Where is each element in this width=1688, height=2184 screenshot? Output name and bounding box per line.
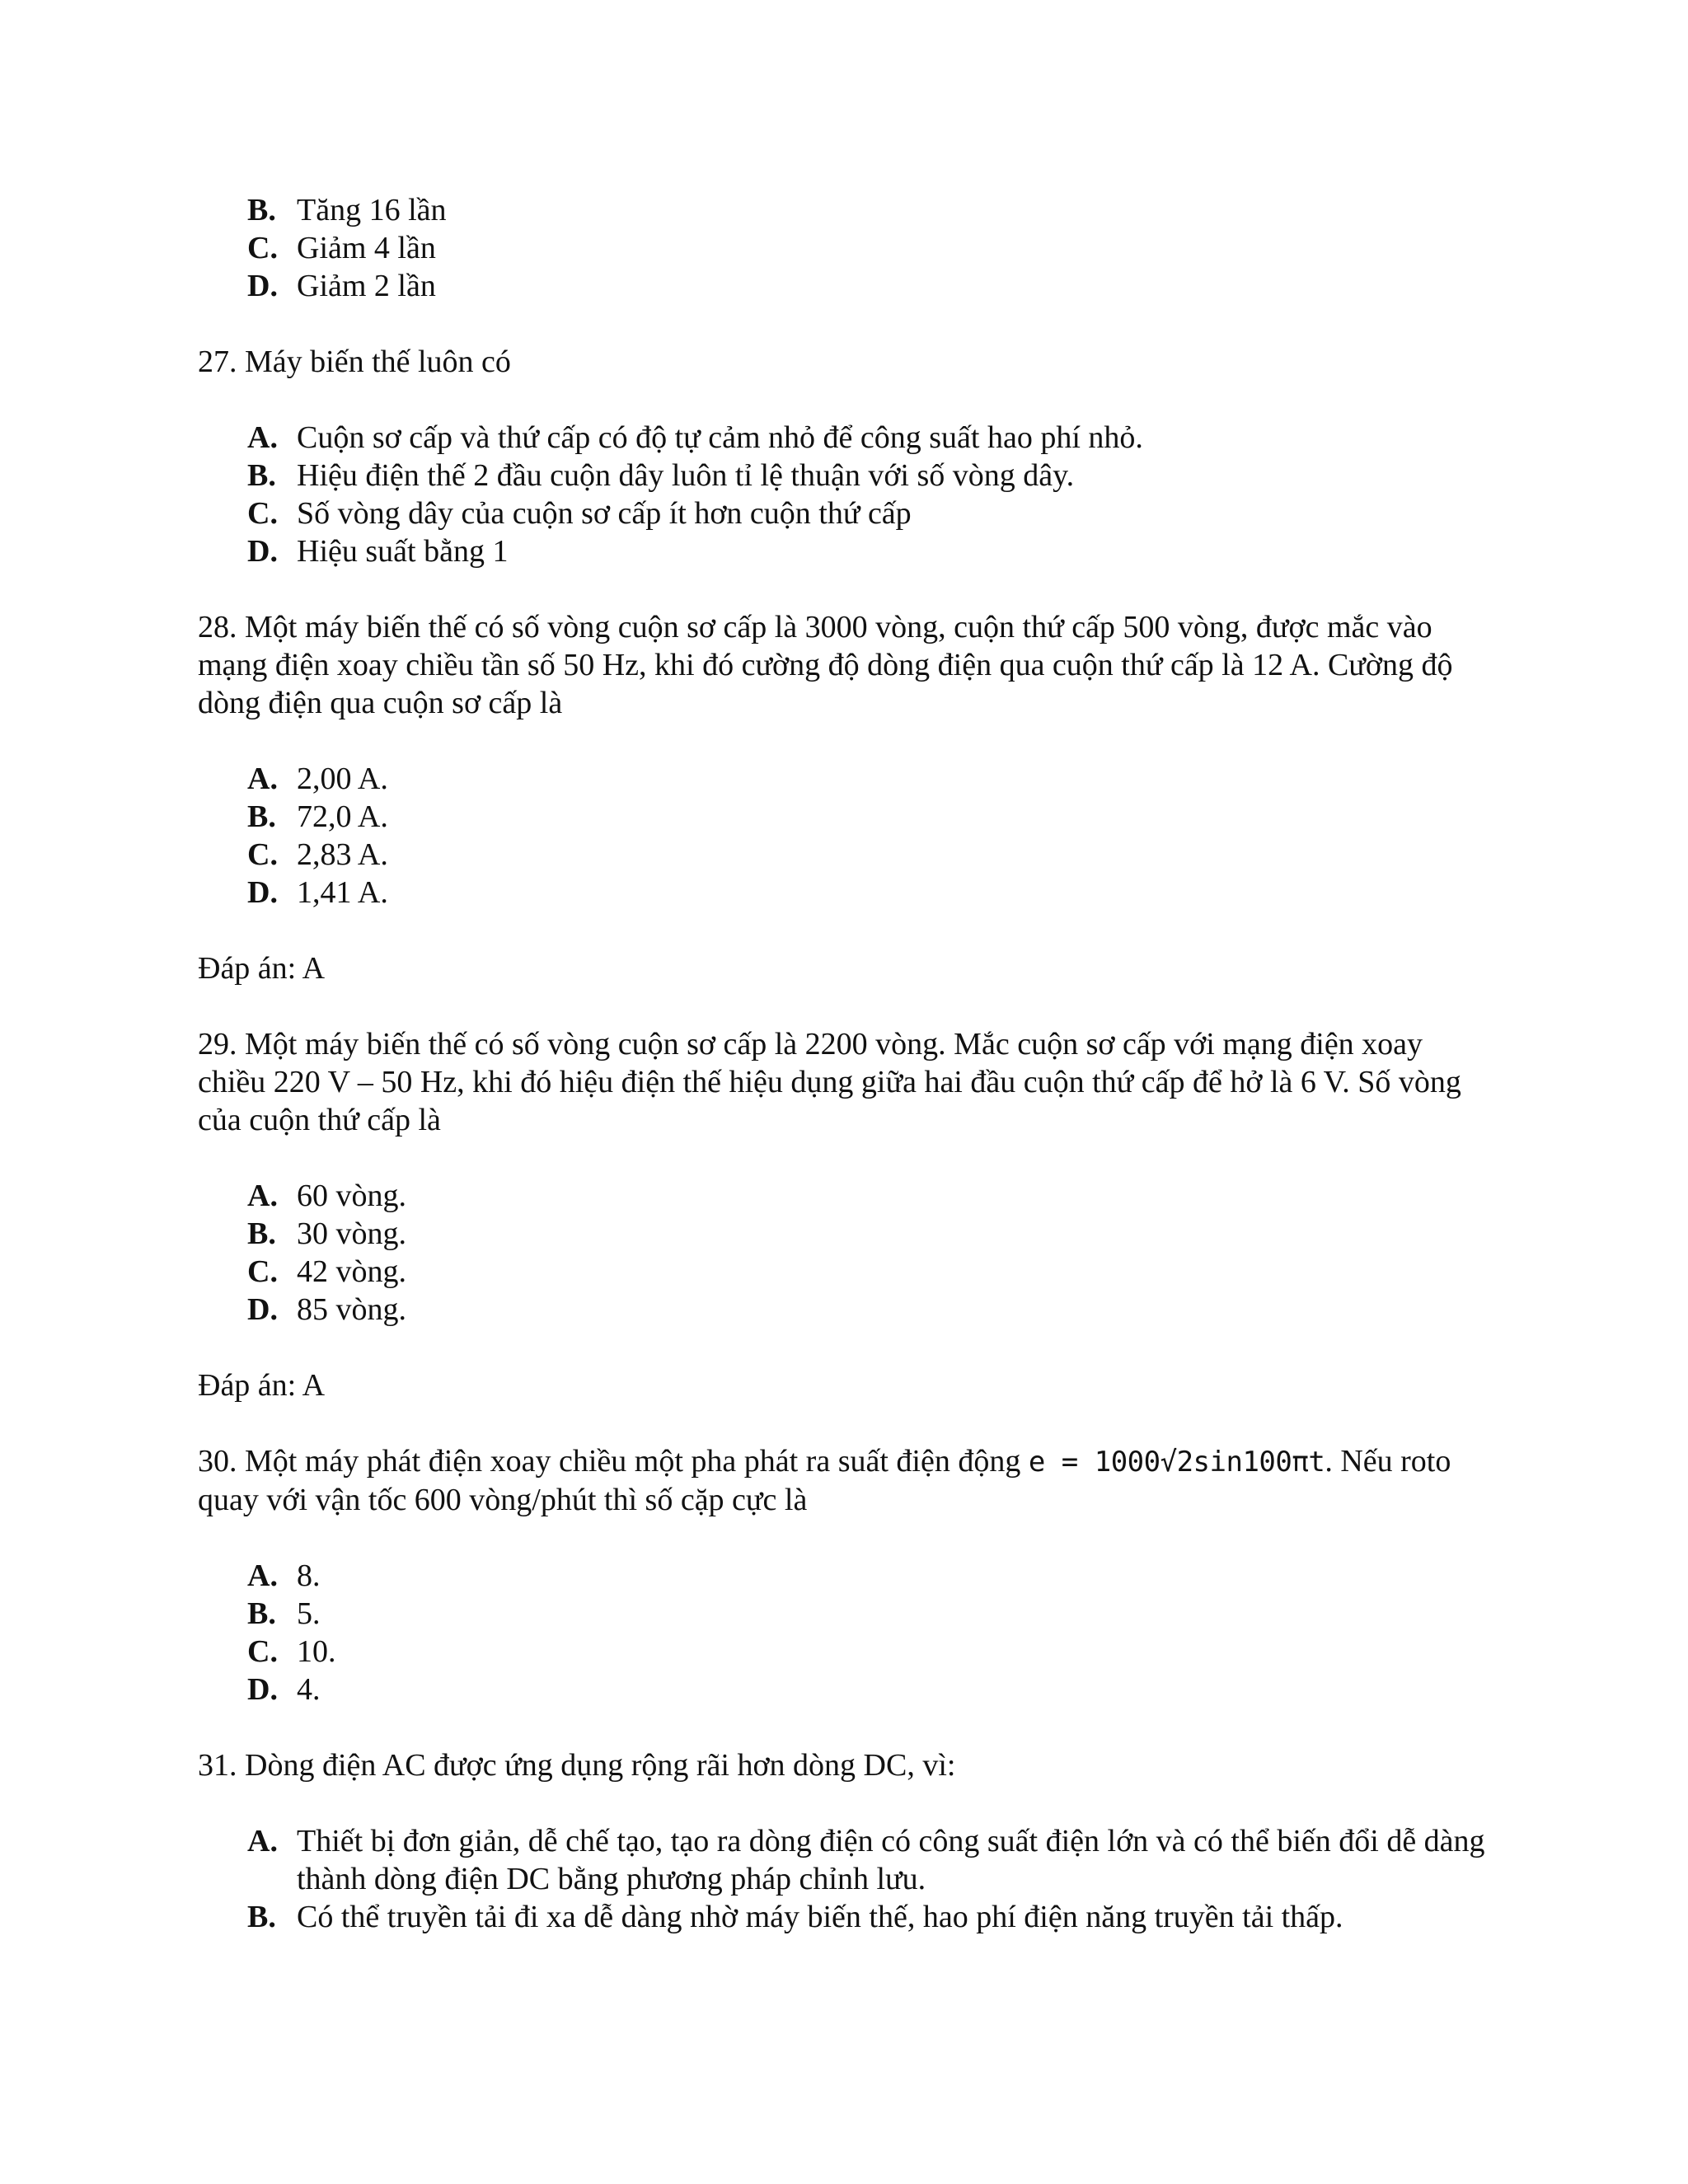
- option-a: [198, 1177, 1492, 1215]
- option-text: 2,83 A.: [297, 837, 388, 872]
- option-text: Cuộn sơ cấp và thứ cấp có độ tự cảm nhỏ để công suất hao phí nhỏ.: [297, 420, 1143, 455]
- option-c: [198, 494, 1492, 532]
- option-letter: C.: [247, 496, 278, 531]
- option-letter: C.: [247, 1254, 278, 1289]
- option-letter: B.: [247, 458, 276, 493]
- option-b: [198, 1595, 1492, 1633]
- option-d: [198, 267, 1492, 305]
- option-letter: B.: [247, 799, 276, 834]
- option-text: Có thể truyền tải đi xa dễ dàng nhờ máy biến thế, hao phí điện năng truyền tải thấp.: [297, 1900, 1343, 1934]
- document-page: [198, 191, 1492, 1974]
- question-27-options: [198, 419, 1492, 570]
- option-text: 42 vòng.: [297, 1254, 406, 1289]
- question-29: 29. Một máy biến thế có số vòng cuộn sơ cấp là 2200 vòng. Mắc cuộn sơ cấp với mạng điện xoay chiều 220 V – 50 Hz, khi đó hiệu điện thế hiệu dụng giữa hai đầu cuộn thứ cấp để hở là 6 V. Số vòng của cuộn thứ cấp là: [198, 1027, 1461, 1137]
- option-text: 30 vòng.: [297, 1216, 406, 1251]
- option-letter: D.: [247, 534, 278, 569]
- question-28-options: [198, 760, 1492, 912]
- question-31: 31. Dòng điện AC được ứng dụng rộng rãi hơn dòng DC, vì:: [198, 1748, 956, 1783]
- option-a: [198, 760, 1492, 798]
- option-text: Tăng 16 lần: [297, 193, 447, 227]
- option-letter: C.: [247, 1634, 278, 1669]
- option-b: [198, 1898, 1492, 1936]
- option-b: [198, 457, 1492, 494]
- option-text: 72,0 A.: [297, 799, 388, 834]
- option-b: [198, 798, 1492, 836]
- option-letter: D.: [247, 269, 278, 303]
- option-c: [198, 1633, 1492, 1671]
- option-letter: D.: [247, 1672, 278, 1707]
- question-28: 28. Một máy biến thế có số vòng cuộn sơ cấp là 3000 vòng, cuộn thứ cấp 500 vòng, được mắc vào mạng điện xoay chiều tần số 50 Hz, khi đó cường độ dòng điện qua cuộn thứ cấp là 12 A. Cường độ dòng điện qua cuộn sơ cấp là: [198, 610, 1453, 720]
- option-text: Thiết bị đơn giản, dễ chế tạo, tạo ra dòng điện có công suất điện lớn và có thể biến đổi dễ dàng thành dòng điện DC bằng phương pháp chỉnh lưu.: [297, 1824, 1485, 1896]
- option-letter: A.: [247, 1558, 278, 1593]
- question-30-text-start: 30. Một máy phát điện xoay chiều một pha phát ra suất điện động: [198, 1444, 1029, 1479]
- emf-formula: e = 1000√2sin100πt: [1028, 1446, 1325, 1479]
- option-a: [198, 419, 1492, 457]
- answer-28: Đáp án: A: [198, 951, 326, 986]
- option-c: [198, 229, 1492, 267]
- option-text: 2,00 A.: [297, 762, 388, 796]
- option-d: [198, 1671, 1492, 1708]
- option-text: 10.: [297, 1634, 336, 1669]
- option-letter: A.: [247, 1824, 278, 1858]
- option-text: Số vòng dây của cuộn sơ cấp ít hơn cuộn thứ cấp: [297, 496, 912, 531]
- option-a: [198, 1557, 1492, 1595]
- option-letter: A.: [247, 1179, 278, 1213]
- question-29-options: [198, 1177, 1492, 1329]
- option-letter: B.: [247, 1900, 276, 1934]
- question-30-options: [198, 1557, 1492, 1708]
- question-27: 27. Máy biến thế luôn có: [198, 344, 511, 379]
- option-b: [198, 191, 1492, 229]
- answer-29: Đáp án: A: [198, 1368, 326, 1403]
- option-a: [198, 1822, 1492, 1898]
- option-text: Giảm 2 lần: [297, 269, 436, 303]
- option-text: Hiệu suất bằng 1: [297, 534, 509, 569]
- question-30-text-end: . Nếu roto quay với vận tốc 600 vòng/phút thì số cặp cực là: [198, 1444, 1451, 1517]
- option-text: Hiệu điện thế 2 đầu cuộn dây luôn tỉ lệ thuận với số vòng dây.: [297, 458, 1075, 493]
- option-text: 8.: [297, 1558, 321, 1593]
- option-d: [198, 874, 1492, 912]
- option-d: [198, 532, 1492, 570]
- option-b: [198, 1215, 1492, 1253]
- prev-question-options: [198, 191, 1492, 305]
- option-text: 5.: [297, 1596, 321, 1631]
- option-letter: C.: [247, 837, 278, 872]
- option-letter: B.: [247, 1596, 276, 1631]
- option-c: [198, 1253, 1492, 1291]
- option-letter: C.: [247, 231, 278, 265]
- question-30: [198, 1442, 1492, 1519]
- option-text: 4.: [297, 1672, 321, 1707]
- option-text: 60 vòng.: [297, 1179, 406, 1213]
- option-text: 1,41 A.: [297, 875, 388, 910]
- question-31-options: [198, 1822, 1492, 1936]
- option-text: 85 vòng.: [297, 1292, 406, 1327]
- option-c: [198, 836, 1492, 874]
- option-letter: D.: [247, 1292, 278, 1327]
- option-letter: A.: [247, 420, 278, 455]
- option-text: Giảm 4 lần: [297, 231, 436, 265]
- option-d: [198, 1291, 1492, 1329]
- option-letter: D.: [247, 875, 278, 910]
- option-letter: B.: [247, 1216, 276, 1251]
- option-letter: A.: [247, 762, 278, 796]
- option-letter: B.: [247, 193, 276, 227]
